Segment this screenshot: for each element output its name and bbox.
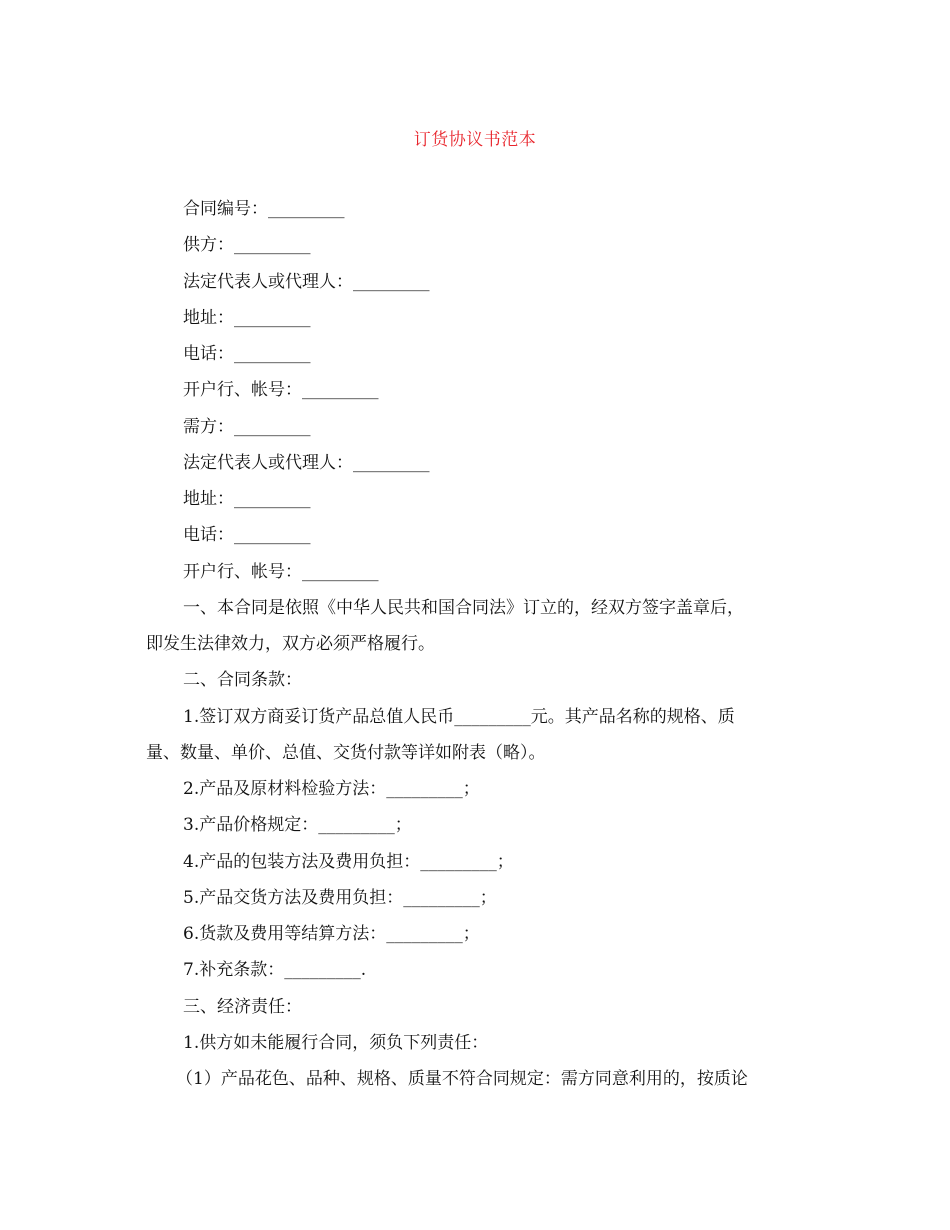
field-supplier-phone: 电话：_________ — [183, 344, 311, 364]
document-title: 订货协议书范本 — [413, 130, 537, 150]
paragraph-line: 1.签订双方商妥订货产品总值人民币_________元。其产品名称的规格、质 — [183, 707, 735, 727]
clause-item: 4.产品的包装方法及费用负担：_________； — [183, 852, 514, 872]
clause-item: 7.补充条款：_________. — [183, 960, 367, 980]
clause-item: （1）产品花色、品种、规格、质量不符合同规定：需方同意利用的，按质论 — [176, 1069, 748, 1089]
field-buyer: 需方：_________ — [183, 417, 311, 437]
field-supplier-address: 地址：_________ — [183, 308, 311, 328]
paragraph-line: 即发生法律效力，双方必须严格履行。 — [146, 634, 435, 654]
field-buyer-representative: 法定代表人或代理人：_________ — [183, 453, 430, 473]
section-heading: 二、合同条款： — [183, 670, 302, 690]
section-heading: 三、经济责任： — [183, 997, 302, 1017]
field-buyer-address: 地址：_________ — [183, 489, 311, 509]
field-supplier-representative: 法定代表人或代理人：_________ — [183, 272, 430, 292]
field-contract-number: 合同编号：_________ — [183, 199, 345, 219]
clause-item: 2.产品及原材料检验方法：_________； — [183, 779, 480, 799]
paragraph-line: 量、数量、单价、总值、交货付款等详如附表（略）。 — [146, 743, 546, 763]
clause-item: 5.产品交货方法及费用负担：_________； — [183, 888, 497, 908]
field-supplier-bank-account: 开户行、帐号：_________ — [183, 380, 379, 400]
paragraph-line: 一、本合同是依照《中华人民共和国合同法》订立的，经双方签字盖章后， — [183, 598, 744, 618]
clause-item: 6.货款及费用等结算方法：_________； — [183, 924, 480, 944]
field-buyer-phone: 电话：_________ — [183, 525, 311, 545]
field-buyer-bank-account: 开户行、帐号：_________ — [183, 562, 379, 582]
clause-item: 3.产品价格规定：_________； — [183, 815, 412, 835]
clause-item: 1.供方如未能履行合同，须负下列责任： — [183, 1033, 489, 1053]
field-supplier: 供方：_________ — [183, 235, 311, 255]
